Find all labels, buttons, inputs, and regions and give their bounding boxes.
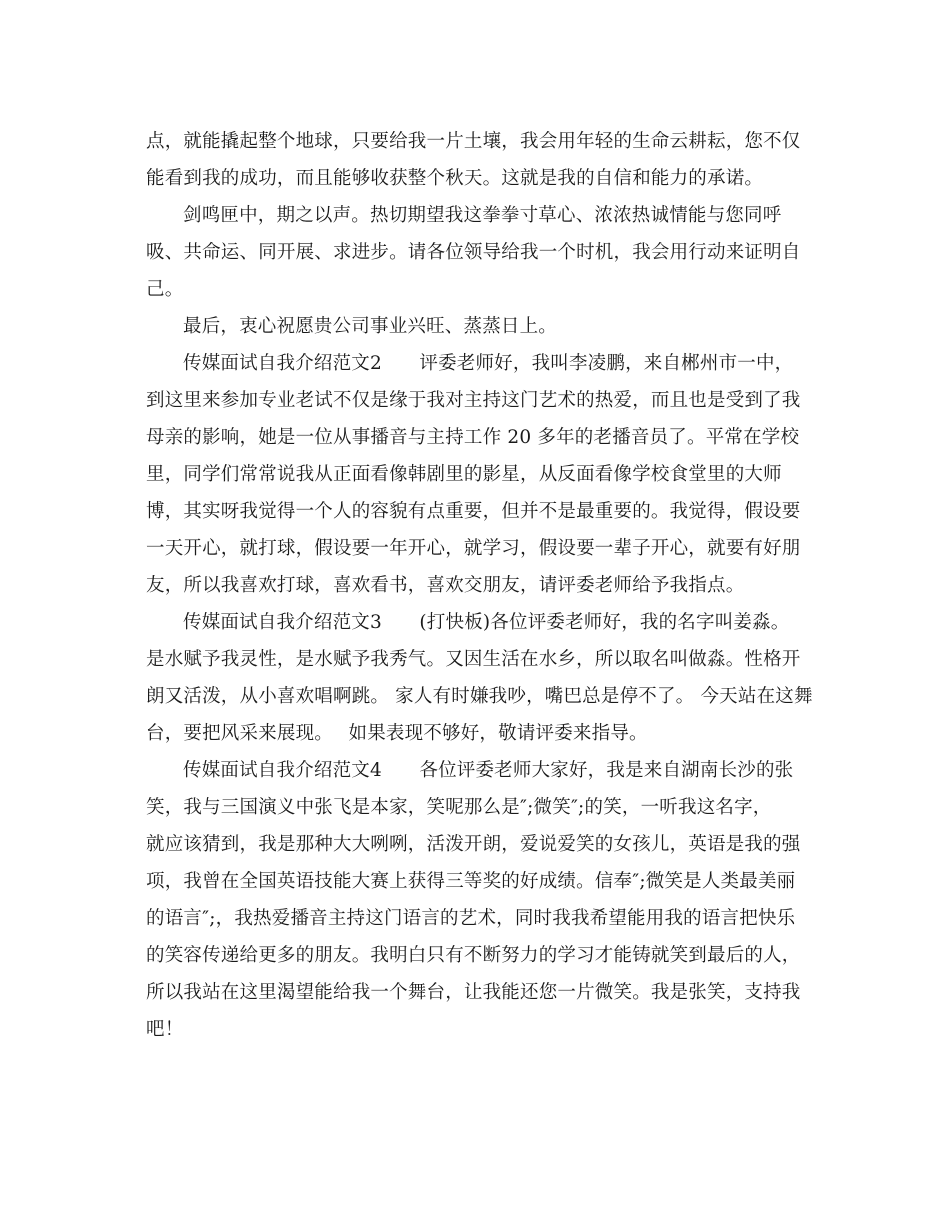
text-line: 点，就能撬起整个地球，只要给我一片土壤，我会用年轻的生命云耕耘，您不仅: [146, 131, 801, 152]
text-line: 所以我站在这里渴望能给我一个舞台，让我能还您一片微笑。我是张笑，支持我: [146, 982, 801, 1003]
text-line: 吸、共命运、同开展、求进步。请各位领导给我一个时机，我会用行动来证明自: [146, 242, 801, 263]
text-line: 里，同学们常常说我从正面看像韩剧里的影星，从反面看像学校食堂里的大师: [146, 464, 782, 485]
text-line: 己。: [146, 279, 184, 300]
text-line: 到这里来参加专业老试不仅是缘于我对主持这门艺术的热爱，而且也是受到了我: [146, 390, 801, 411]
text-line: 博，其实呀我觉得一个人的容貌有点重要，但并不是最重要的。我觉得，假设要: [146, 501, 801, 522]
paragraph-start-line: 剑鸣匣中，期之以声。热切期望我这拳拳寸草心、浓浓热诚情能与您同呼: [183, 205, 782, 226]
text-line: 友，所以我喜欢打球，喜欢看书，喜欢交朋友，请评委老师给予我指点。: [146, 575, 745, 596]
text-line: 一天开心，就打球，假设要一年开心，就学习，假设要一辈子开心，就要有好朋: [146, 538, 801, 559]
paragraph-start-line: 传媒面试自我介绍范文4 各位评委老师大家好，我是来自湖南长沙的张: [183, 760, 794, 781]
text-line: 的语言″;，我热爱播音主持这门语言的艺术，同时我我希望能用我的语言把快乐: [146, 908, 796, 929]
text-line: 朗又活泼，从小喜欢唱啊跳。 家人有时嫌我吵，嘴巴总是停不了。 今天站在这舞: [146, 686, 813, 707]
text-line: 是水赋予我灵性，是水赋予我秀气。又因生活在水乡，所以取名叫做淼。性格开: [146, 649, 801, 670]
paragraph-start-line: 传媒面试自我介绍范文3 (打快板)各位评委老师好，我的名字叫姜淼。: [183, 612, 790, 633]
text-line: 母亲的影响，她是一位从事播音与主持工作 20 多年的老播音员了。平常在学校: [146, 427, 800, 448]
text-line: 能看到我的成功，而且能够收获整个秋天。这就是我的自信和能力的承诺。: [146, 168, 764, 189]
text-line: 项，我曾在全国英语技能大赛上获得三等奖的好成绩。信奉″;微笑是人类最美丽: [146, 871, 796, 892]
text-line: 台，要把风采来展现。 如果表现不够好，敬请评委来指导。: [146, 723, 648, 744]
text-line: 的笑容传递给更多的朋友。我明白只有不断努力的学习才能铸就笑到最后的人，: [146, 945, 801, 966]
text-line: 笑，我与三国演义中张飞是本家，笑呢那么是″;微笑″;的笑，一听我这名字，: [146, 797, 772, 818]
paragraph-start-line: 最后，衷心祝愿贵公司事业兴旺、蒸蒸日上。: [183, 316, 558, 337]
text-line: 吧！: [146, 1019, 184, 1040]
text-line: 就应该猜到，我是那种大大咧咧，活泼开朗，爱说爱笑的女孩儿，英语是我的强: [146, 834, 801, 855]
paragraph-start-line: 传媒面试自我介绍范文2 评委老师好，我叫李凌鹏，来自郴州市一中，: [183, 353, 794, 374]
